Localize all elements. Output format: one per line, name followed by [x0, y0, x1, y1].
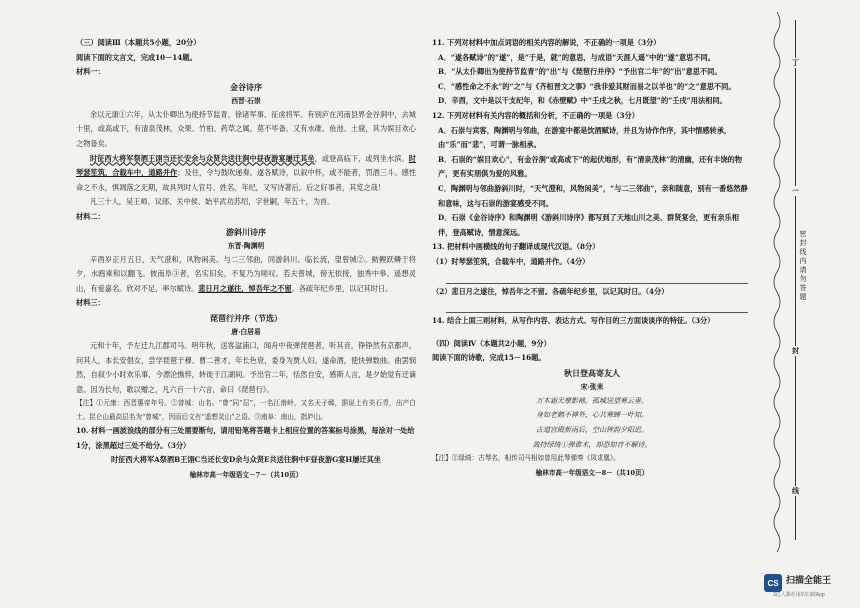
binding-mark: 封 — [792, 346, 799, 355]
left-column — [76, 36, 416, 483]
material-3-author: 唐·白居易 — [231, 327, 261, 336]
material-1-author: 西晋·石崇 — [231, 96, 261, 105]
question-11-option-c: C．“感性命之不永”的“之”与《齐桓晋文之事》“我非爱其财而易之以羊也”的“之”意思不同。 — [438, 81, 736, 91]
annotation-note: 【注】①元康：西晋惠帝年号。②曾城：山名。“曾”同“层”，一名江南岭，又名天子鄣，据说上有美石青，出产白土。昆仑山最高层名为“曾城”，因而后文有“遥想灵山”之语。③南阜：南山，指庐山。 — [76, 399, 416, 421]
question-12: 12. 下列对材料有关内容的概括和分析，不正确的一项是（3分） — [432, 110, 639, 120]
text-span: ；及住，令与鼓吹递奏。遂各赋诗，以叙中怀，或不能者，罚酒三斗。感性命之不永，惧凋落之无期，故具列时人官号、姓名、年纪，又写诗著后。后之好事者，其览之哉！ — [76, 168, 416, 192]
material-1-label: 材料一： — [76, 67, 105, 77]
seal-line-notice: 密封线内请勿答题 — [799, 230, 807, 302]
material-3-title: 琵琶行并序（节选） — [210, 312, 282, 323]
poem-line: 古道宫殿新雨后，空山钟韵夕阳迟。 — [536, 426, 648, 435]
poem-line: 敛持绿绮①弹谁木，却恐知音不解诗。 — [532, 440, 652, 449]
question-11-option-b: B．“从太仆卿出为使持节监青”的“出”与《琵琶行并序》“予出官二年”的“出”意思不同。 — [438, 67, 722, 77]
material-2-paragraph — [76, 253, 416, 297]
wavy-underlined-text: 时征西大将军祭酒王诩当还长安余与众贤共送往涧中昼夜游宴屡迁其坐 — [90, 153, 315, 163]
poem-line: 身如老鹤不禅外，心共寒蝉一叶知。 — [536, 411, 648, 420]
binding-mark: 一 — [792, 186, 799, 195]
binding-mark: 丁 — [792, 58, 799, 67]
text-span: 。各疏年纪乡里，以记其时日。 — [291, 283, 393, 293]
question-11-option-d: D．辛酉，文中是以干支纪年，和《赤壁赋》中“壬戌之秋，七月既望”的“壬戌”用法相同。 — [438, 96, 727, 106]
material-2-label: 材料二： — [76, 211, 105, 221]
page-footer-right: 榆林市高一年级语文－8－（共10页） — [535, 468, 649, 477]
material-1-paragraph-2 — [76, 152, 416, 196]
material-1-paragraph-1: 余以元康①六年，从太仆卿出为使持节监青、徐诸军事、征虏将军。有别庐在河南县界金谷涧中，去城十里，或高或下，有清泉茂林，众果、竹柏、药草之属，莫不毕备。又有水碓、鱼池、土窟，其为娱目欢心之物备矣。 — [76, 109, 416, 148]
question-12-option-c: C．陶渊明与邻曲游斜川时，“天气澄和，风物闲美”，“与二三邻曲”，亲和随意，别有一番悠然静和意味，这与石崇的游宴感受不同。 — [438, 183, 748, 208]
material-1-title: 金谷诗序 — [230, 81, 262, 92]
answer-blank[interactable] — [446, 299, 748, 313]
question-11-option-a: A．“遂各赋诗”的“遂”，是“于是，就”的意思，与成语“天涯人遥”中的“遂”意思不同。 — [438, 52, 715, 62]
right-column — [432, 36, 752, 480]
binding-wave-decoration — [770, 12, 784, 572]
poem-title: 秋日登高寄友人 — [564, 367, 620, 378]
question-12-option-b: B．石崇的“娱目欢心”，有金谷涧“或高或下”的起伏地形，有“清泉茂林”的清幽，还有丰饶的物产，更有实朋俱为爱的风雅。 — [438, 154, 743, 179]
material-2-title: 游斜川诗序 — [226, 226, 266, 237]
underlined-sentence-1: 时琴瑟笙筑，合载车中，道路并作 — [76, 153, 416, 178]
question-12-option-d: D．石崇《金谷诗序》和陶渊明《游斜川诗序》都写到了天地山川之美、群贤宴会，更有亲乐相伴，登高赋诗，情意深远。 — [438, 213, 739, 237]
section-heading: （三）阅读Ⅲ（本题共5小题，20分） — [76, 38, 201, 47]
spacer — [432, 329, 752, 337]
page-footer-left: 榆林市高一年级语文－7－（共10页） — [189, 471, 303, 480]
poem-author: 宋·张耒 — [580, 382, 604, 391]
section-4-instruction: 阅读下面的诗歌，完成15－16题。 — [432, 353, 546, 363]
question-11: 11. 下列对材料中加点词语的相关内容的解说，不正确的一项是（3分） — [432, 38, 661, 47]
poem-line: 万木霜天摩影稀，孤城送望寒云垂。 — [536, 396, 648, 405]
question-13-part-1: （1）时琴瑟笙筑，合载车中，道路并作。（4分） — [432, 256, 590, 266]
instruction: 阅读下面的文言文，完成10－14题。 — [76, 52, 197, 62]
question-13: 13. 把材料中画横线的句子翻译成现代汉语。（8分） — [432, 242, 600, 252]
text-span: ，或登高临下，或列坐水滨。 — [314, 153, 409, 163]
poem-note: 【注】①绿绮：古琴名，相传司马相如曾用此琴弹奏《凤求凰》。 — [432, 454, 620, 463]
binding-mark: 线 — [792, 486, 799, 495]
material-3-paragraph: 元和十年，予左迁九江郡司马。明年秋，送客湓浦口，闻舟中夜弹琵琶者，听其音，铮铮然有京都声。问其人，本长安倡女，尝学琵琶于穆、曹二善才，年长色衰，委身为贾人妇。遂命酒，使快弹数曲。曲罢悯然，自叙少小时欢乐事，今漂沦憔悴，转徙于江湖间。予出官二年，恬然自安，感斯人言，是夕始觉有迁谪意。因为长句，歌以赠之，凡六百一十六言，命曰《琵琶行》。 — [76, 340, 416, 394]
camscanner-tagline: 3亿人都在用的扫描App — [773, 592, 825, 598]
underlined-sentence-2: 悲日月之遂往，悼吾年之不留 — [198, 283, 292, 293]
binding-line — [795, 20, 796, 540]
question-10-options: 时征西大将军A祭酒B王诩C当还长安D余与众贤E共送往涧中F昼夜游G宴H屡迁其坐 — [111, 455, 381, 465]
camscanner-logo-icon: CS — [764, 574, 782, 592]
question-10: 10. 材料一画波浪线的部分有三处需要断句，请用铅笔将答题卡上相应位置的答案标号涂黑，每涂对一处给1分，涂黑超过三处不给分。（3分） — [76, 426, 415, 450]
material-1-paragraph-3: 凡三十人，吴王师、议郎、关中侯、始平武功苏绍，字世嗣，年五十，为首。 — [90, 197, 335, 207]
material-3-label: 材料三： — [76, 298, 105, 308]
text-span: 辛酉岁正月五日，天气澄和，风物闲美。与二三邻曲，同游斜川。临长流，望曾城②。鲂鲤跃鳞于将夕，水鸥乘和以翻飞。彼南阜③者，名实旧矣，不复乃为嗟叹。若夫曾城，傍无依接，独秀中皋。遥想灵山，有爱嘉名。欣对不足，率尔赋诗。 — [76, 254, 416, 293]
camscanner-name: 扫描全能王 — [786, 575, 832, 585]
question-13-part-2: （2）悲日月之遂往，悼吾年之不留。各疏年纪乡里，以记其时日。（4分） — [432, 286, 669, 296]
material-2-author: 东晋·陶渊明 — [227, 241, 265, 250]
section-4-heading: （四）阅读Ⅳ（本题共2小题，9分） — [432, 338, 551, 348]
answer-blank[interactable] — [446, 270, 748, 284]
question-14: 14. 结合上面三则材料，从写作内容、表达方式、写作目的三方面谈谈序的特征。（3分） — [432, 316, 715, 326]
question-12-option-a: A．石崇与宾客，陶渊明与邻曲，在游宴中都是饮酒赋诗，并且为诗作作序，其中情感转承，由“乐”而“悲”，可谓一脉相承。 — [438, 125, 732, 150]
